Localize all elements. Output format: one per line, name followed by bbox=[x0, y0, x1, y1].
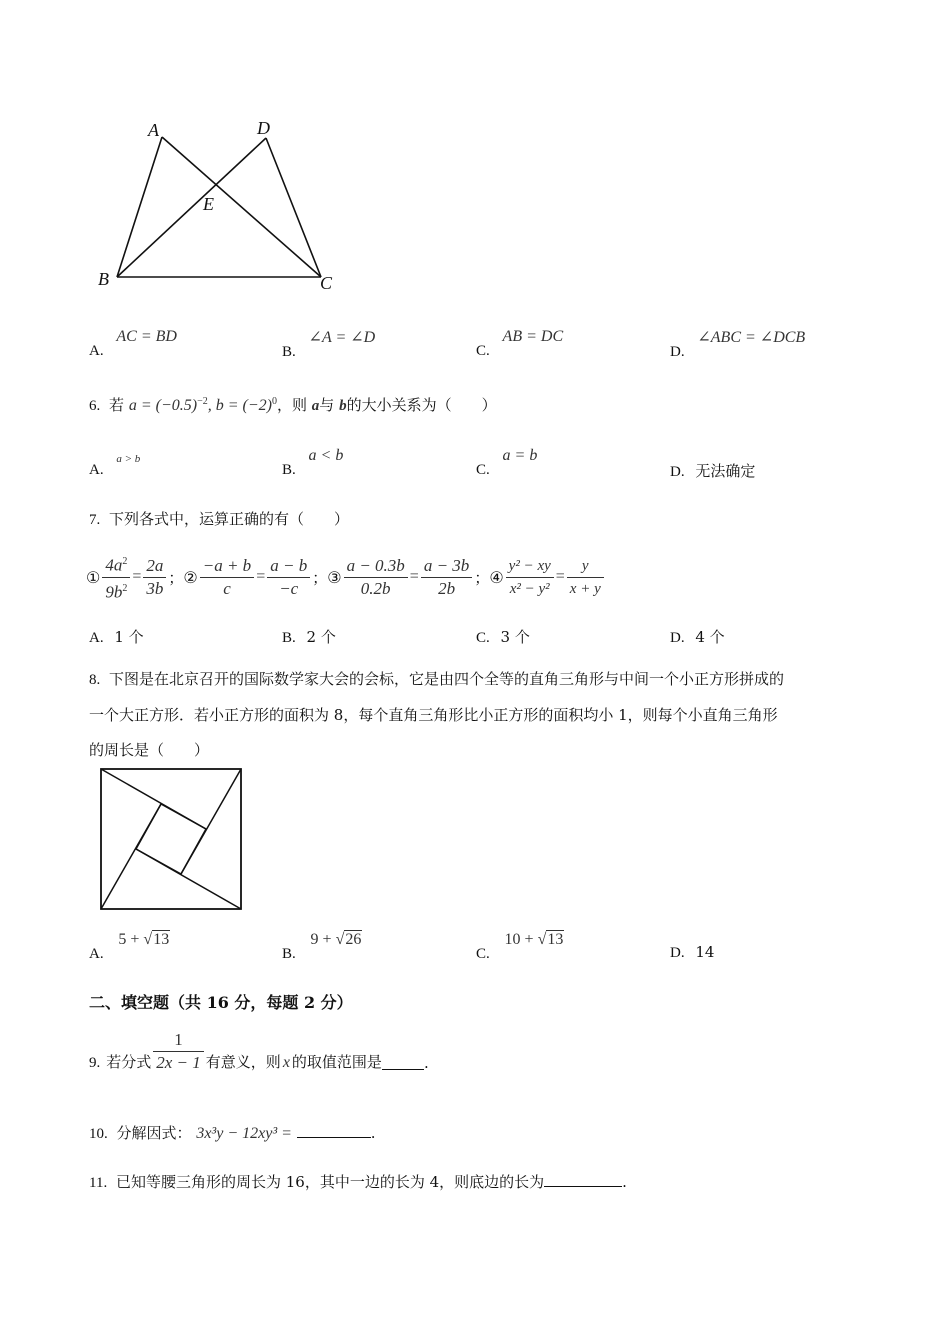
denominator: 0.2b bbox=[360, 578, 391, 598]
question-10 bbox=[89, 1122, 375, 1143]
q10-end: . bbox=[370, 1124, 376, 1142]
option-letter: A. bbox=[89, 343, 104, 359]
option-letter: D. bbox=[670, 630, 685, 646]
q10-expr: 3x³y − 12xy³ = bbox=[196, 1125, 292, 1142]
question-text: 下列各式中，运算正确的有（ ） bbox=[109, 510, 350, 528]
q5-option-c[interactable] bbox=[476, 327, 564, 359]
option-letter: C. bbox=[476, 462, 490, 478]
question-number: 7. bbox=[89, 512, 101, 528]
numerator: y² − xy bbox=[506, 555, 554, 578]
option-expr: AC = BD bbox=[116, 328, 177, 345]
answer-blank[interactable] bbox=[382, 1055, 424, 1070]
item-mark: ② bbox=[183, 567, 198, 587]
item-mark: ① bbox=[86, 567, 101, 587]
fraction bbox=[267, 555, 310, 600]
option-text: 无法确定 bbox=[695, 462, 756, 480]
q8-line-2: 一个大正方形．若小正方形的面积为 8，每个直角三角形比小正方形的面积均小 1，则每个小直角三角形 bbox=[89, 706, 778, 724]
item-mark: ④ bbox=[489, 567, 504, 587]
fraction bbox=[421, 555, 472, 600]
denominator: 2b bbox=[438, 578, 456, 598]
option-text: 1 个 bbox=[114, 628, 144, 646]
question-text: 已知等腰三角形的周长为 16，其中一边的长为 4，则底边的长为 bbox=[115, 1173, 545, 1191]
outer-square bbox=[101, 769, 241, 909]
question-text: 下图是在北京召开的国际数学家大会的会标，它是由四个全等的直角三角形与中间一个小正方形拼成的 bbox=[109, 670, 785, 688]
question-number: 8. bbox=[89, 672, 101, 688]
fraction bbox=[102, 551, 130, 603]
q6-suffix-3: 的大小关系为（ ） bbox=[346, 396, 497, 414]
option-letter: B. bbox=[282, 344, 296, 360]
equals-sign: = bbox=[132, 568, 142, 585]
q7-option-d[interactable] bbox=[670, 626, 725, 647]
option-letter: C. bbox=[476, 946, 490, 962]
q5-option-b[interactable] bbox=[282, 327, 376, 360]
option-letter: B. bbox=[282, 946, 296, 962]
q6-var-a: a bbox=[311, 398, 320, 414]
section-title: 二、填空题（共 16 分，每题 2 分） bbox=[89, 993, 353, 1012]
q7-option-a[interactable] bbox=[89, 626, 144, 647]
option-expr: 10 + √13 bbox=[504, 931, 564, 948]
radicand: 13 bbox=[153, 931, 170, 948]
q6-suffix-2: 与 bbox=[319, 396, 335, 414]
q9-prefix: 若分式 bbox=[106, 1053, 152, 1071]
q8-line-1 bbox=[89, 662, 784, 698]
denominator: 3b bbox=[146, 578, 164, 598]
q6-option-d[interactable] bbox=[670, 460, 755, 481]
radicand: 13 bbox=[547, 931, 564, 948]
question-number: 11. bbox=[89, 1175, 108, 1191]
option-expr: ∠A = ∠D bbox=[308, 329, 376, 346]
option-letter: C. bbox=[476, 343, 490, 359]
inner-square bbox=[136, 804, 206, 874]
figure-zhao-shuang-square bbox=[98, 766, 246, 914]
q6-exp-a: −2 bbox=[197, 396, 208, 407]
question-6 bbox=[89, 394, 497, 415]
separator: ； bbox=[168, 568, 184, 587]
question-number: 9. bbox=[89, 1055, 101, 1071]
option-expr: a < b bbox=[308, 447, 344, 464]
numerator: 4a bbox=[105, 555, 123, 575]
numerator: 2a bbox=[143, 555, 166, 578]
q6-option-c[interactable] bbox=[476, 446, 538, 478]
exponent: 2 bbox=[122, 582, 128, 594]
q6-exp-b: 0 bbox=[271, 396, 277, 407]
answer-blank[interactable] bbox=[297, 1123, 371, 1138]
fraction bbox=[143, 555, 166, 600]
question-9 bbox=[89, 1026, 429, 1080]
option-letter: C. bbox=[476, 630, 490, 646]
q6-option-b[interactable] bbox=[282, 446, 344, 478]
question-8 bbox=[89, 662, 784, 768]
figure-triangles bbox=[90, 110, 350, 300]
segment-dc bbox=[266, 138, 321, 277]
option-letter: D. bbox=[670, 344, 685, 360]
separator: ； bbox=[474, 568, 490, 587]
q6-suffix-1: ，则 bbox=[276, 396, 307, 414]
fraction bbox=[567, 555, 604, 600]
option-expr-prefix: 9 + bbox=[310, 931, 336, 948]
q9-end: . bbox=[423, 1054, 429, 1072]
fraction bbox=[200, 555, 254, 600]
option-expr: 5 + √13 bbox=[118, 931, 170, 948]
option-letter: D. bbox=[670, 464, 685, 480]
q8-option-a[interactable] bbox=[89, 930, 170, 962]
option-expr: 9 + √26 bbox=[310, 931, 362, 948]
item-mark: ③ bbox=[327, 567, 342, 587]
denominator: c bbox=[223, 578, 231, 598]
q7-option-c[interactable] bbox=[476, 626, 530, 647]
option-expr-prefix: 5 + bbox=[118, 931, 144, 948]
question-number: 6. bbox=[89, 398, 101, 414]
q9-var: x bbox=[282, 1054, 290, 1071]
numerator: a − b bbox=[267, 555, 310, 578]
numerator: −a + b bbox=[200, 555, 254, 578]
radicand: 26 bbox=[345, 931, 362, 948]
exponent: 2 bbox=[122, 555, 128, 567]
label-b: B bbox=[98, 269, 109, 289]
q10-prefix: 分解因式： bbox=[116, 1124, 192, 1142]
equals-sign: = bbox=[555, 568, 565, 585]
option-expr-prefix: 10 + bbox=[504, 931, 538, 948]
question-11 bbox=[89, 1171, 627, 1192]
question-7 bbox=[89, 508, 349, 529]
q6-sep: , b = (−2) bbox=[207, 397, 272, 414]
denominator: 9b bbox=[105, 582, 123, 602]
q6-var-b: b bbox=[339, 398, 347, 414]
label-a: A bbox=[148, 120, 159, 140]
segment-ac bbox=[162, 137, 321, 277]
q9-mid: 有意义，则 bbox=[205, 1053, 281, 1071]
question-number: 10. bbox=[89, 1126, 108, 1142]
denominator: 2x − 1 bbox=[156, 1053, 201, 1072]
option-letter: B. bbox=[282, 630, 296, 646]
option-letter: A. bbox=[89, 462, 104, 478]
option-expr: a = b bbox=[502, 447, 538, 464]
option-letter: D. bbox=[670, 945, 685, 961]
option-text: 2 个 bbox=[306, 628, 336, 646]
q8-option-c[interactable] bbox=[476, 930, 564, 962]
label-e: E bbox=[203, 194, 214, 214]
separator: ； bbox=[312, 568, 328, 587]
q11-end: . bbox=[622, 1173, 627, 1191]
equals-sign: = bbox=[256, 568, 266, 585]
equals-sign: = bbox=[409, 568, 419, 585]
label-d: D bbox=[257, 118, 270, 138]
option-letter: A. bbox=[89, 630, 104, 646]
fraction bbox=[344, 555, 408, 600]
q7-items bbox=[86, 552, 606, 602]
numerator: a − 3b bbox=[421, 555, 472, 578]
option-letter: B. bbox=[282, 462, 296, 478]
numerator: a − 0.3b bbox=[344, 555, 408, 578]
answer-blank[interactable] bbox=[544, 1172, 622, 1187]
q5-option-d[interactable] bbox=[670, 327, 806, 360]
option-expr: a > b bbox=[116, 453, 141, 465]
label-c: C bbox=[320, 273, 333, 293]
q6-option-a[interactable] bbox=[89, 448, 141, 478]
option-text: 3 个 bbox=[500, 628, 530, 646]
option-expr: ∠ABC = ∠DCB bbox=[697, 329, 806, 346]
q5-option-a[interactable] bbox=[89, 327, 177, 359]
q6-prefix: 若 bbox=[109, 396, 125, 414]
option-text: 4 个 bbox=[695, 628, 725, 646]
q6-expr-a: a = (−0.5) bbox=[128, 397, 198, 414]
fraction bbox=[506, 555, 554, 600]
fraction bbox=[153, 1029, 204, 1074]
q8-option-b[interactable] bbox=[282, 930, 362, 962]
denominator: x² − y² bbox=[509, 580, 550, 597]
option-expr: AB = DC bbox=[502, 328, 564, 345]
q7-option-b[interactable] bbox=[282, 626, 336, 647]
numerator: 1 bbox=[153, 1029, 204, 1052]
q8-option-d[interactable] bbox=[670, 943, 714, 962]
numerator: y bbox=[567, 555, 604, 578]
q8-line-3: 的周长是（ ） bbox=[89, 741, 210, 759]
option-letter: A. bbox=[89, 946, 104, 962]
q9-suffix: 的取值范围是 bbox=[291, 1053, 382, 1071]
denominator: −c bbox=[279, 578, 299, 598]
denominator: x + y bbox=[569, 580, 601, 597]
option-text: 14 bbox=[695, 943, 715, 961]
